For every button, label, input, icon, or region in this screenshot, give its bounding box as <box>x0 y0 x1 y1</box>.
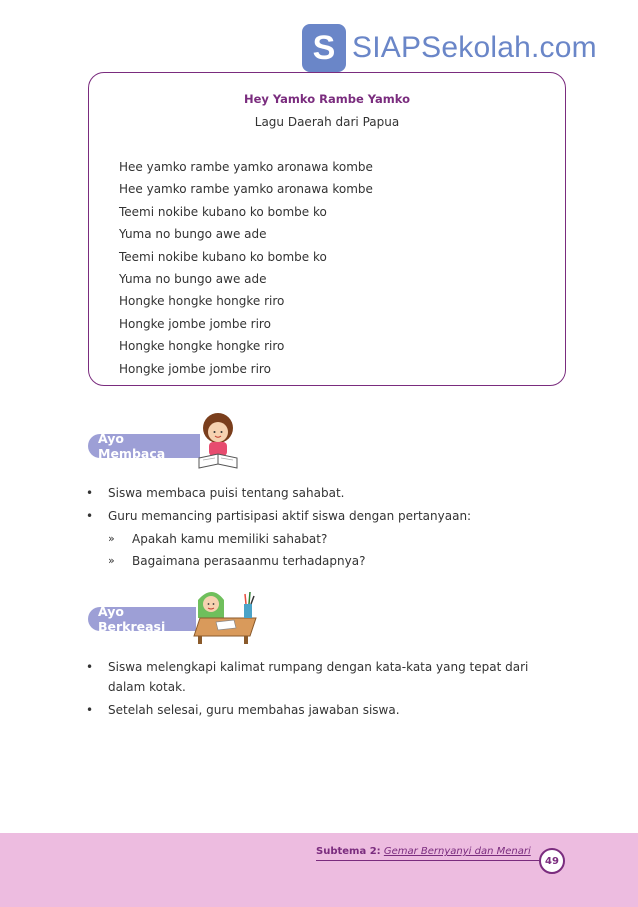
ayo-membaca-badge: Ayo Membaca <box>88 434 200 458</box>
logo-badge: S <box>302 24 346 72</box>
girl-writing-illustration-icon <box>190 584 260 646</box>
list-item-text: Siswa membaca puisi tentang sahabat. <box>108 486 345 500</box>
list-item-text: Guru memancing partisipasi aktif siswa dengan pertanyaan: <box>108 509 472 523</box>
list-item <box>86 506 546 572</box>
list-item <box>86 483 546 503</box>
lyric-line: Hee yamko rambe yamko aronawa kombe <box>119 160 373 174</box>
list-item: • Siswa melengkapi kalimat rumpang dengan kata-kata yang tepat dari dalam kotak. <box>86 657 546 697</box>
lyric-line: Hongke hongke hongke riro <box>119 339 285 354</box>
ayo-berkreasi-badge: Ayo Berkreasi <box>88 607 196 631</box>
song-title: Hey Yamko Rambe Yamko <box>243 92 411 106</box>
lyric-line: Hee yamko rambe yamko aronawa kombe <box>119 182 373 197</box>
lyric-line: Hongke jombe jombe riro <box>119 361 271 376</box>
footer-divider <box>316 860 540 861</box>
song-subtitle: Lagu Daerah dari Papua <box>254 115 400 129</box>
berkreasi-list <box>86 657 546 723</box>
lyric-line: Yuma no bungo awe ade <box>119 227 267 242</box>
song-lyrics-box <box>88 72 566 386</box>
footer-subtitle: Gemar Bernyanyi dan Menari <box>383 846 531 857</box>
logo-text: SIAPSekolah.com <box>352 31 597 64</box>
sub-list-item: » Apakah kamu memiliki sahabat? <box>108 528 546 550</box>
footer-label: Subtema 2: <box>316 846 381 857</box>
siapsekolah-watermark <box>302 20 597 76</box>
lyric-lines <box>119 156 373 380</box>
lyric-line: Hongke jombe jombe riro <box>119 316 271 331</box>
girl-reading-illustration-icon <box>196 412 240 472</box>
page-number: 49 <box>539 848 565 874</box>
footer-subtema <box>316 846 531 857</box>
membaca-list <box>86 483 546 575</box>
lyric-line: Hongke hongke hongke riro <box>119 294 285 309</box>
sub-list-item: » Bagaimana perasaanmu terhadapnya? <box>108 550 546 572</box>
lyric-line: Teemi nokibe kubano ko bombe ko <box>119 204 327 219</box>
sub-list <box>108 528 546 572</box>
lyric-line: Yuma no bungo awe ade <box>119 272 267 287</box>
list-item: • Setelah selesai, guru membahas jawaban siswa. <box>86 700 546 720</box>
lyric-line: Teemi nokibe kubano ko bombe ko <box>119 249 327 264</box>
